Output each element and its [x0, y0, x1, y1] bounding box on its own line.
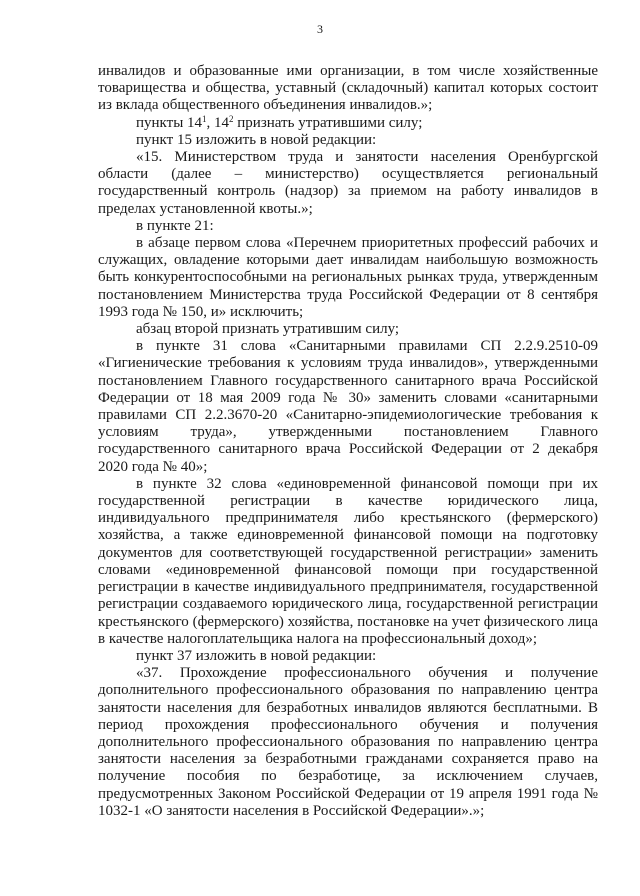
superscript: 1: [202, 113, 207, 124]
paragraph-repeal-items-14: [98, 115, 598, 132]
paragraph-continuation: инвалидов и образованные ими организации, в том числе хозяйственные товарищества и общества, уставный (складочный) капитал которых состоит из вклада общественного объединения инвалидов.»;: [98, 63, 598, 114]
paragraph-item-15-text: «15. Министерством труда и занятости населения Оренбургской области (далее – министерство) осуществляется региональный государственный контроль (надзор) за приемом на работу инвалидов в пределах установленной квоты.»;: [98, 149, 598, 217]
document-body: [98, 63, 598, 820]
superscript: 2: [229, 113, 234, 124]
paragraph-item-31: в пункте 31 слова «Санитарными правилами СП 2.2.9.2510-09 «Гигиенические требования к условиям труда инвалидов», утвержденными постановлением Главного государственного санитарного врача Российской Федерации от 18 мая 2009 года № 30» заменить словами «санитарными правилами СП 2.2.3670-20 «Санитарно-эпидемиологические требования к условиям труда», утвержденными постановлением Главного государственного санитарного врача Российской Федерации от 2 декабря 2020 года № 40»;: [98, 338, 598, 475]
text-segment: пункты 14: [136, 114, 203, 131]
text-segment: , 14: [206, 114, 230, 131]
paragraph-item-21-second: абзац второй признать утратившим силу;: [136, 321, 400, 338]
text-segment: признать утратившими силу;: [233, 114, 423, 131]
paragraph-item-21-first: в абзаце первом слова «Перечнем приоритетных профессий рабочих и служащих, овладение которыми дает инвалидам наибольшую возможность быть конкурентоспособными на региональных рынках труда, утвержденным постановлением Министерства труда Российской Федерации от 8 сентября 1993 года № 150, и» исключить;: [98, 235, 598, 320]
paragraph-item-21-intro: в пункте 21:: [136, 217, 214, 234]
paragraph-item-37-intro: пункт 37 изложить в новой редакции:: [136, 647, 377, 664]
paragraph-item-15-intro: пункт 15 изложить в новой редакции:: [136, 131, 377, 148]
paragraph-item-32: в пункте 32 слова «единовременной финансовой помощи при их государственной регистрации в качестве юридического лица, индивидуального предпринимателя либо крестьянского (фермерского) хозяйства, а также единовременной финансовой помощи на подготовку документов для соответствующей государственной регистрации» заменить словами «единовременной финансовой помощи при государственной регистрации в качестве индивидуального предпринимателя, государственной регистрации создаваемого юридического лица, государственной регистрации крестьянского (фермерского) хозяйства, постановке на учет физического лица в качестве налогоплательщика налога на профессиональный доход»;: [98, 475, 598, 647]
paragraph-item-37-text: «37. Прохождение профессионального обучения и получение дополнительного профессионального образования по направлению центра занятости населения для безработных инвалидов являются бесплатными. В период прохождения профессионального обучения и получения дополнительного профессионального образования по направлению центра занятости населения за безработными гражданами сохраняется право на получение пособия по безработице, за исключением случаев, предусмотренных Законом Российской Федерации от 19 апреля 1991 года № 1032-1 «О занятости населения в Российской Федерации».»;: [98, 665, 598, 819]
page-number: 3: [317, 22, 323, 36]
